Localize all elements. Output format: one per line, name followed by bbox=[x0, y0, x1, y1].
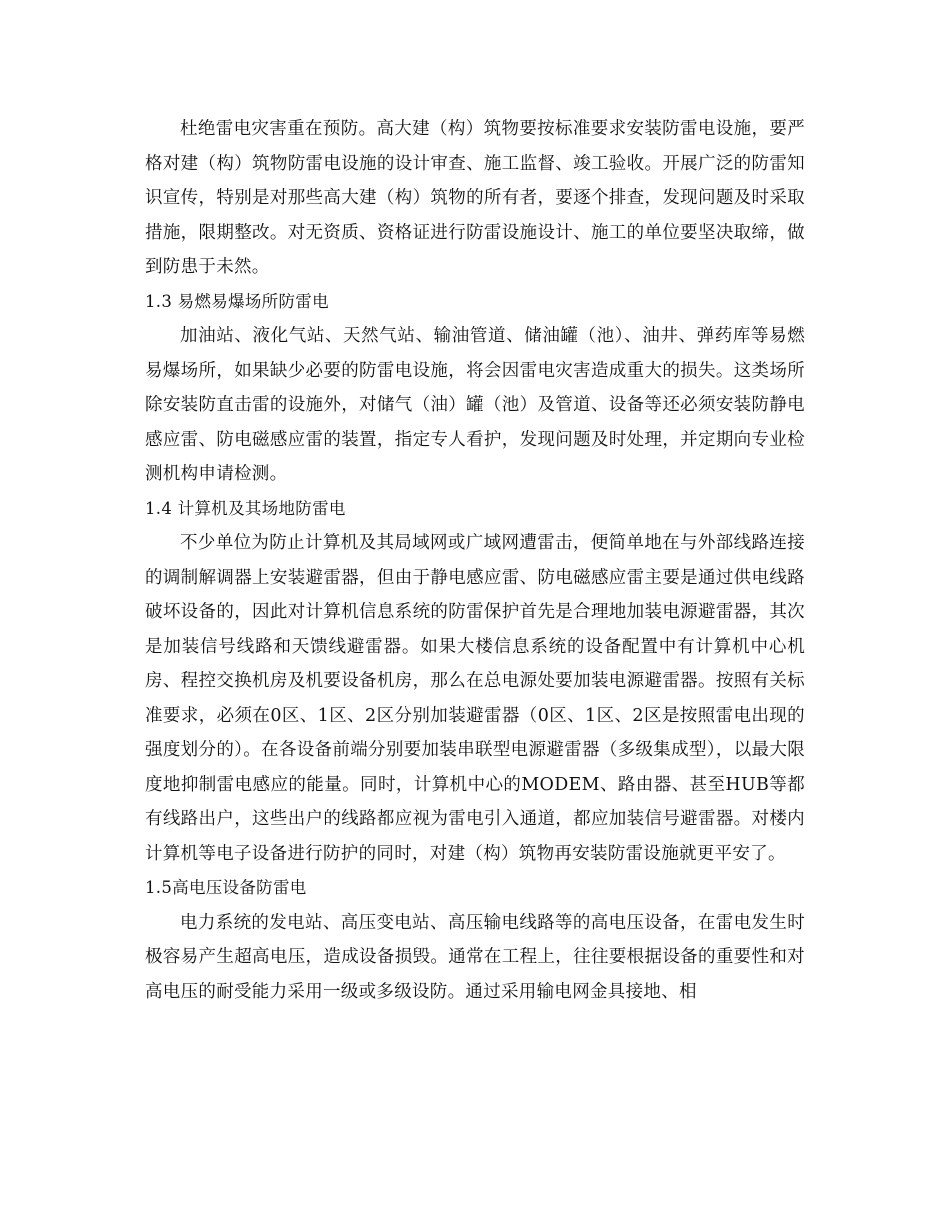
section-1-4-heading: 1.4 计算机及其场地防雷电 bbox=[145, 498, 346, 518]
section-1-5-paragraph: 电力系统的发电站、高压变电站、高压输电线路等的高电压设备，在雷电发生时极容易产生超高电压，造成设备损毁。通常在工程上，往往要根据设备的重要性和对高电压的耐受能力采用一级或多级设防。通过采用输电网金具接地、相 bbox=[145, 912, 805, 1002]
document-page bbox=[145, 112, 805, 1009]
intro-paragraph: 杜绝雷电灾害重在预防。高大建（构）筑物要按标准要求安装防雷电设施，要严格对建（构）筑物防雷电设施的设计审查、施工监督、竣工验收。开展广泛的防雷知识宣传，特别是对那些高大建（构）筑物的所有者，要逐个排查，发现问题及时采取措施，限期整改。对无资质、资格证进行防雷设施设计、施工的单位要坚决取缔，做到防患于未然。 bbox=[145, 119, 805, 277]
section-1-3-paragraph: 加油站、液化气站、天然气站、输油管道、储油罐（池）、油井、弹药库等易燃易爆场所，如果缺少必要的防雷电设施，将会因雷电灾害造成重大的损失。这类场所除安装防直击雷的设施外，对储气（油）罐（池）及管道、设备等还必须安装防静电感应雷、防电磁感应雷的装置，指定专人看护，发现问题及时处理，并定期向专业检测机构申请检测。 bbox=[145, 326, 805, 484]
section-1-5-heading: 1.5高电压设备防雷电 bbox=[145, 878, 307, 897]
section-1-4-paragraph: 不少单位为防止计算机及其局域网或广域网遭雷击，便简单地在与外部线路连接的调制解调器上安装避雷器，但由于静电感应雷、防电磁感应雷主要是通过供电线路破坏设备的，因此对计算机信息系统的防雷保护首先是合理地加装电源避雷器，其次是加装信号线路和天馈线避雷器。如果大楼信息系统的设备配置中有计算机中心机房、程控交换机房及机要设备机房，那么在总电源处要加装电源避雷器。按照有关标准要求，必须在0区、1区、2区分别加装避雷器（0区、1区、2区是按照雷电出现的强度划分的）。在各设备前端分别要加装串联型电源避雷器（多级集成型），以最大限度地抑制雷电感应的能量。同时，计算机中心的MODEM、路由器、甚至HUB等都有线路出户，这些出户的线路都应视为雷电引入通道，都应加装信号避雷器。对楼内计算机等电子设备进行防护的同时，对建（构）筑物再安装防雷设施就更平安了。 bbox=[145, 533, 805, 864]
section-1-3-heading: 1.3 易燃易爆场所防雷电 bbox=[145, 291, 329, 311]
